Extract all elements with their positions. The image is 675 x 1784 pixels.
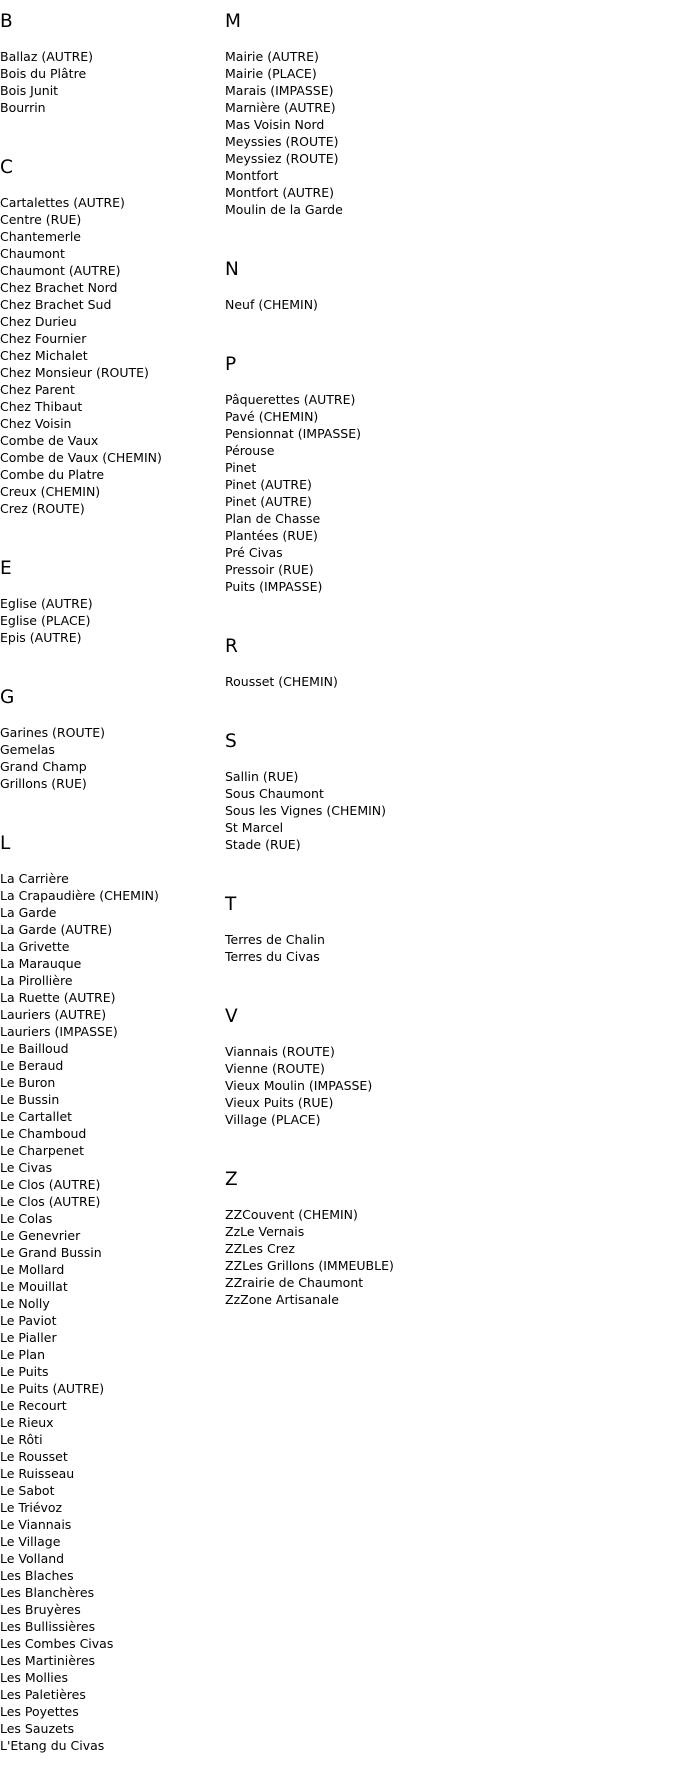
street-item: Le Clos (AUTRE) (0, 1194, 101, 1209)
street-item: ZZCouvent (CHEMIN) (225, 1207, 358, 1222)
street-item: La Pirollière (0, 973, 73, 988)
street-item: ZzLe Vernais (225, 1224, 305, 1239)
street-item: Marais (IMPASSE) (225, 83, 334, 98)
street-item: Chaumont (AUTRE) (0, 263, 121, 278)
street-item: Sous les Vignes (CHEMIN) (225, 803, 387, 818)
street-item: Les Mollies (0, 1670, 68, 1685)
street-item: Combe de Vaux (0, 433, 99, 448)
street-list (225, 754, 665, 883)
street-item: L'Etang du Civas (0, 1738, 105, 1753)
letter-section-e (0, 547, 215, 676)
street-item: Le Recourt (0, 1398, 67, 1413)
street-item: Pressoir (RUE) (225, 562, 314, 577)
letter-section-r (225, 625, 665, 720)
street-item: Les Combes Civas (0, 1636, 114, 1651)
street-item: Le Viannais (0, 1517, 72, 1532)
street-item: Le Buron (0, 1075, 56, 1090)
street-item: Le Pialler (0, 1330, 57, 1345)
street-item: Pinet (AUTRE) (225, 494, 312, 509)
street-item: Chaumont (0, 246, 65, 261)
street-item: Le Cartallet (0, 1109, 73, 1124)
street-item: Le Mollard (0, 1262, 65, 1277)
street-item: Eglise (PLACE) (0, 613, 91, 628)
street-item: Le Chamboud (0, 1126, 87, 1141)
street-item: La Grivette (0, 939, 70, 954)
street-item: Mairie (AUTRE) (225, 49, 319, 64)
street-item: Le Rieux (0, 1415, 54, 1430)
street-item: Grillons (RUE) (0, 776, 87, 791)
street-item: Chantemerle (0, 229, 81, 244)
street-item: Puits (IMPASSE) (225, 579, 323, 594)
street-item: Combe du Platre (0, 467, 105, 482)
letter-section-c (0, 146, 215, 547)
street-item: La Marauque (0, 956, 82, 971)
street-item: Pré Civas (225, 545, 283, 560)
section-letter-heading: P (225, 354, 237, 375)
street-index-left-column (0, 0, 215, 1784)
street-item: Les Poyettes (0, 1704, 79, 1719)
street-item: Les Martinières (0, 1653, 96, 1668)
street-index-right-column (225, 0, 665, 1338)
street-item: Chez Monsieur (ROUTE) (0, 365, 149, 380)
street-item: Moulin de la Garde (225, 202, 343, 217)
street-item: Vieux Puits (RUE) (225, 1095, 334, 1110)
street-item: Le Puits (AUTRE) (0, 1381, 105, 1396)
street-item: Les Blaches (0, 1568, 74, 1583)
street-item: Le Rôti (0, 1432, 43, 1447)
street-item: St Marcel (225, 820, 284, 835)
street-item: Montfort (AUTRE) (225, 185, 334, 200)
street-item: ZzZone Artisanale (225, 1292, 339, 1307)
street-item: ZZrairie de Chaumont (225, 1275, 364, 1290)
street-item: Rousset (CHEMIN) (225, 674, 338, 689)
street-item: Les Bruyères (0, 1602, 81, 1617)
street-item: Chez Voisin (0, 416, 72, 431)
street-item: ZZLes Crez (225, 1241, 295, 1256)
section-letter-heading: C (0, 157, 13, 178)
street-item: Chez Michalet (0, 348, 88, 363)
street-item: Le Plan (0, 1347, 46, 1362)
letter-section-m (225, 0, 665, 248)
street-item: La Ruette (AUTRE) (0, 990, 116, 1005)
street-list (225, 1029, 665, 1158)
street-item: Chez Parent (0, 382, 75, 397)
letter-section-b (0, 0, 215, 146)
street-item: Crez (ROUTE) (0, 501, 85, 516)
street-item: La Crapaudière (CHEMIN) (0, 888, 159, 903)
street-item: Montfort (225, 168, 279, 183)
section-letter-heading: Z (225, 1169, 238, 1190)
letter-section-t (225, 883, 665, 995)
street-item: Creux (CHEMIN) (0, 484, 101, 499)
street-item: Pensionnat (IMPASSE) (225, 426, 361, 441)
street-item: Village (PLACE) (225, 1112, 321, 1127)
letter-section-s (225, 720, 665, 883)
street-item: Le Village (0, 1534, 61, 1549)
street-item: Le Mouillat (0, 1279, 68, 1294)
street-item: Cartalettes (AUTRE) (0, 195, 125, 210)
street-item: La Garde (0, 905, 57, 920)
street-item: Les Paletières (0, 1687, 86, 1702)
street-list (0, 856, 215, 1784)
street-item: Chez Durieu (0, 314, 77, 329)
street-item: Le Bussin (0, 1092, 60, 1107)
street-item: Gemelas (0, 742, 55, 757)
letter-section-n (225, 248, 665, 343)
section-letter-heading: R (225, 636, 238, 657)
letter-section-z (225, 1158, 665, 1338)
street-item: Plan de Chasse (225, 511, 321, 526)
letter-section-l (0, 822, 215, 1784)
street-item: Chez Thibaut (0, 399, 83, 414)
street-item: Combe de Vaux (CHEMIN) (0, 450, 162, 465)
street-list (225, 282, 665, 343)
street-item: Ballaz (AUTRE) (0, 49, 94, 64)
street-list (0, 34, 215, 146)
street-item: Epis (AUTRE) (0, 630, 82, 645)
street-list (0, 180, 215, 547)
street-item: Le Triévoz (0, 1500, 63, 1515)
street-item: Mas Voisin Nord (225, 117, 325, 132)
street-item: Terres du Civas (225, 949, 320, 964)
street-item: Bourrin (0, 100, 46, 115)
street-item: Eglise (AUTRE) (0, 596, 93, 611)
letter-section-p (225, 343, 665, 625)
street-item: Le Volland (0, 1551, 65, 1566)
section-letter-heading: V (225, 1006, 238, 1027)
street-item: Le Puits (0, 1364, 49, 1379)
street-list (225, 659, 665, 720)
street-item: Le Charpenet (0, 1143, 84, 1158)
street-item: Pérouse (225, 443, 275, 458)
street-item: Terres de Chalin (225, 932, 325, 947)
street-item: Plantées (RUE) (225, 528, 318, 543)
street-item: Chez Fournier (0, 331, 87, 346)
street-item: Les Blanchères (0, 1585, 95, 1600)
street-item: Le Genevrier (0, 1228, 81, 1243)
street-list (225, 917, 665, 995)
section-letter-heading: N (225, 259, 239, 280)
street-list (225, 1192, 665, 1338)
street-item: Le Grand Bussin (0, 1245, 102, 1260)
street-item: Le Rousset (0, 1449, 68, 1464)
street-item: Sous Chaumont (225, 786, 324, 801)
street-item: Le Colas (0, 1211, 53, 1226)
street-item: Stade (RUE) (225, 837, 301, 852)
street-item: La Garde (AUTRE) (0, 922, 113, 937)
street-item: Meyssies (ROUTE) (225, 134, 339, 149)
street-list (0, 581, 215, 676)
street-item: Le Beraud (0, 1058, 64, 1073)
street-item: Le Ruisseau (0, 1466, 75, 1481)
street-item: Mairie (PLACE) (225, 66, 317, 81)
street-item: Centre (RUE) (0, 212, 82, 227)
street-item: Garines (ROUTE) (0, 725, 106, 740)
street-item: Sallin (RUE) (225, 769, 299, 784)
street-item: Bois du Plâtre (0, 66, 87, 81)
street-item: Les Sauzets (0, 1721, 75, 1736)
street-item: Chez Brachet Nord (0, 280, 118, 295)
street-item: Pâquerettes (AUTRE) (225, 392, 356, 407)
street-list (225, 34, 665, 248)
street-item: Chez Brachet Sud (0, 297, 112, 312)
street-item: Pinet (225, 460, 257, 475)
street-item: Vienne (ROUTE) (225, 1061, 325, 1076)
street-list (0, 710, 215, 822)
street-item: Le Clos (AUTRE) (0, 1177, 101, 1192)
street-item: Marnière (AUTRE) (225, 100, 336, 115)
street-item: Le Bailloud (0, 1041, 69, 1056)
street-list (225, 377, 665, 625)
section-letter-heading: G (0, 687, 15, 708)
section-letter-heading: T (225, 894, 237, 915)
section-letter-heading: M (225, 11, 241, 32)
section-letter-heading: E (0, 558, 12, 579)
street-item: Le Nolly (0, 1296, 50, 1311)
street-item: Pinet (AUTRE) (225, 477, 312, 492)
letter-section-v (225, 995, 665, 1158)
street-item: Grand Champ (0, 759, 87, 774)
street-item: Vieux Moulin (IMPASSE) (225, 1078, 373, 1093)
street-item: Le Sabot (0, 1483, 55, 1498)
street-item: Lauriers (IMPASSE) (0, 1024, 118, 1039)
street-item: Le Paviot (0, 1313, 57, 1328)
section-letter-heading: S (225, 731, 237, 752)
street-item: Neuf (CHEMIN) (225, 297, 318, 312)
section-letter-heading: B (0, 11, 13, 32)
street-item: Lauriers (AUTRE) (0, 1007, 107, 1022)
street-item: Bois Junit (0, 83, 59, 98)
street-item: Le Civas (0, 1160, 53, 1175)
section-letter-heading: L (0, 833, 11, 854)
street-item: Viannais (ROUTE) (225, 1044, 335, 1059)
street-item: ZZLes Grillons (IMMEUBLE) (225, 1258, 394, 1273)
street-item: Les Bullissières (0, 1619, 96, 1634)
street-item: La Carrière (0, 871, 69, 886)
street-item: Meyssiez (ROUTE) (225, 151, 339, 166)
letter-section-g (0, 676, 215, 822)
street-item: Pavé (CHEMIN) (225, 409, 319, 424)
